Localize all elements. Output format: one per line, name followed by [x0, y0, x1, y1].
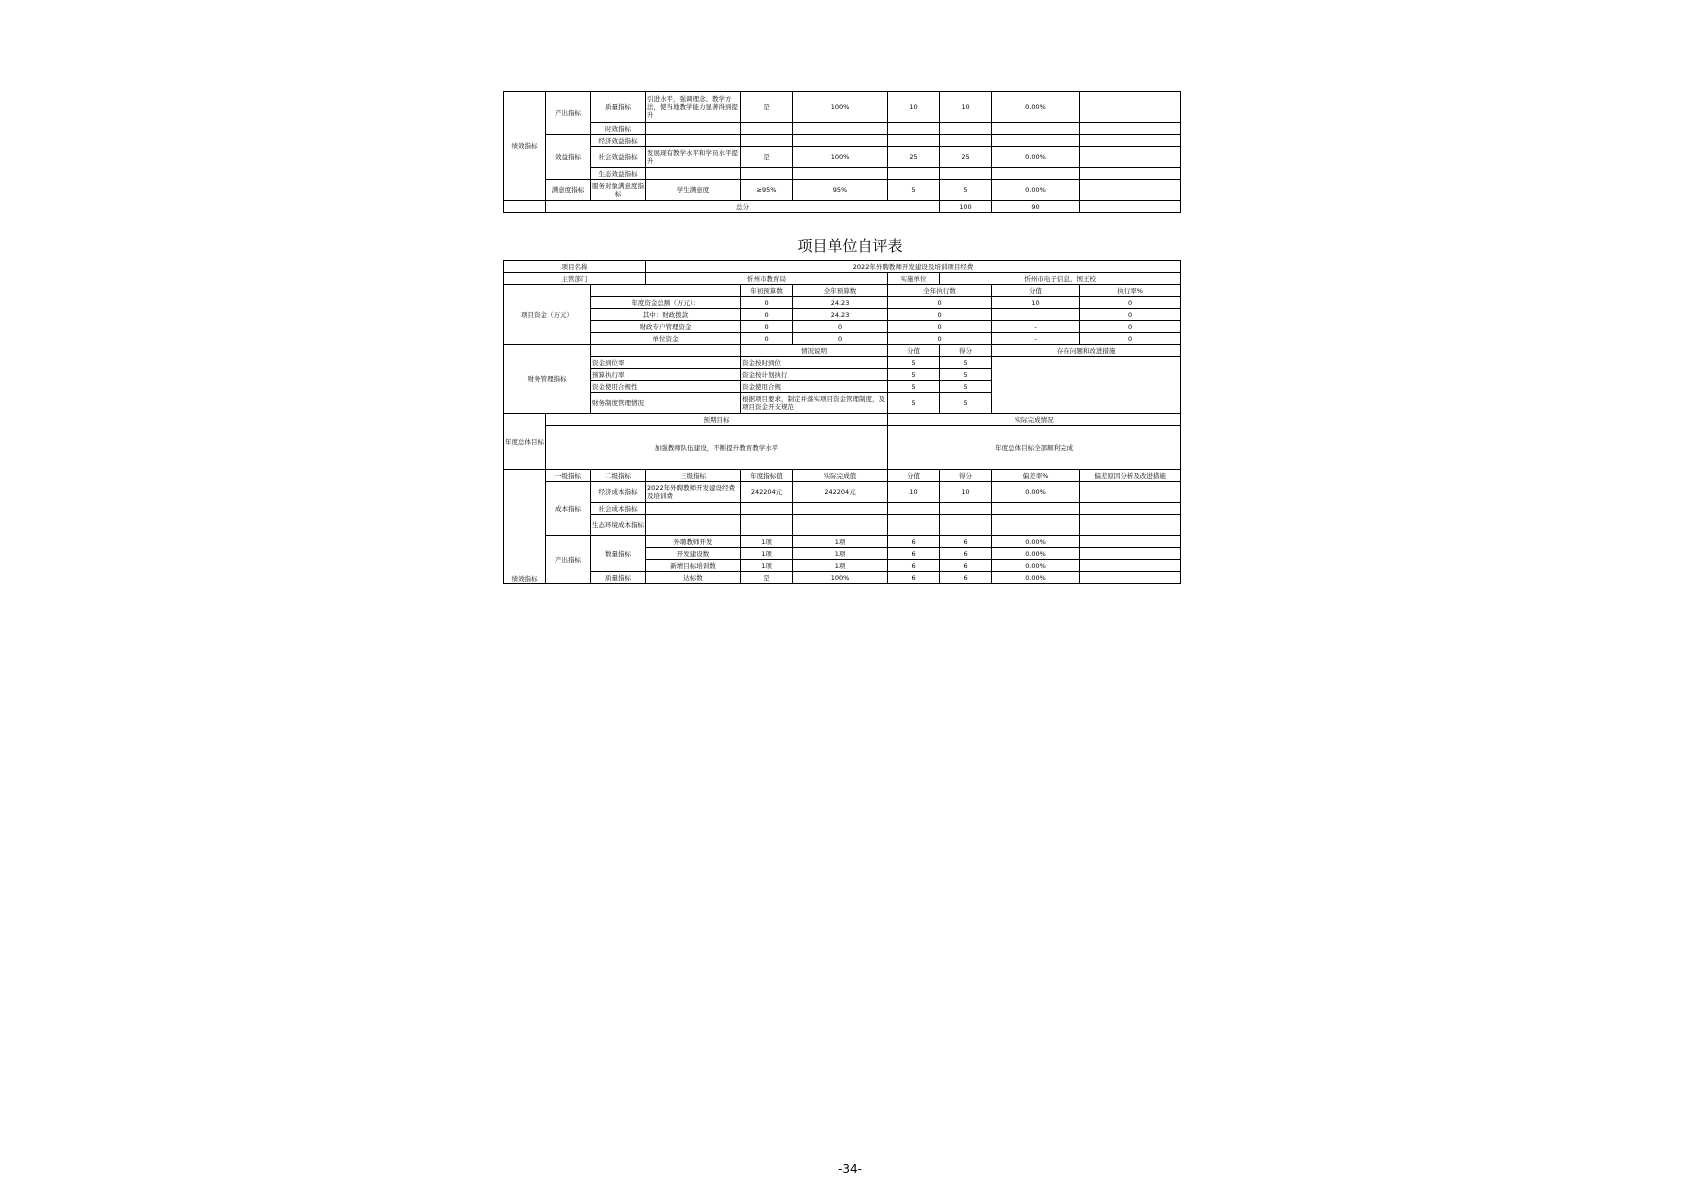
- page-number: -34-: [838, 1162, 862, 1176]
- perf-l3: 数量指标: [591, 536, 646, 572]
- finance-row-label: 资金到位率: [591, 357, 741, 369]
- perf-deviation: 0.00%: [992, 536, 1080, 548]
- table-row: [504, 321, 1181, 333]
- goal-label: 年度总体目标: [504, 414, 546, 470]
- reason-cell: [1080, 92, 1181, 123]
- funds-head: 全年预算数: [793, 285, 888, 297]
- level1-cell: 绩效指标: [504, 92, 546, 201]
- perf-target: 242204元: [741, 482, 793, 503]
- perf-actual: 242204元: [793, 482, 888, 503]
- finance-weight: 5: [888, 369, 940, 381]
- table-row: [504, 536, 1181, 548]
- perf-indicator: 达标数: [646, 572, 741, 584]
- weight-cell: 25: [888, 147, 940, 168]
- perf-target: 1项: [741, 548, 793, 560]
- perf-head: 二级指标: [591, 470, 646, 482]
- perf-weight: 6: [888, 548, 940, 560]
- dept-label: 主管部门: [504, 273, 646, 285]
- finance-head: 分值: [888, 345, 940, 357]
- perf-weight: 6: [888, 536, 940, 548]
- dept-row: [504, 273, 1181, 285]
- perf-head: 一级指标: [546, 470, 591, 482]
- perf-weight: 10: [888, 482, 940, 503]
- funds-cell: 0: [741, 333, 793, 345]
- score-cell: 5: [940, 180, 992, 201]
- perf-target: 是: [741, 572, 793, 584]
- goal-row: [504, 426, 1181, 470]
- table-row: [504, 92, 1181, 123]
- goal-actual-label: 实际完成情况: [888, 414, 1181, 426]
- finance-row-label: 预算执行率: [591, 369, 741, 381]
- funds-cell: 0: [1080, 321, 1181, 333]
- project-name-row: [504, 261, 1181, 273]
- deviation-cell: 0.00%: [992, 92, 1080, 123]
- total-label: 总分: [546, 201, 940, 213]
- perf-l2: 产出指标: [546, 536, 591, 584]
- perf-l3: 生态环境成本指标: [591, 515, 646, 536]
- perf-score: 6: [940, 572, 992, 584]
- funds-cell: 0: [793, 333, 888, 345]
- perf-score: 10: [940, 482, 992, 503]
- perf-indicator: 开发建设数: [646, 548, 741, 560]
- funds-cell: 24.23: [793, 309, 888, 321]
- perf-head: 得分: [940, 470, 992, 482]
- perf-actual: 1项: [793, 560, 888, 572]
- deviation-cell: 0.00%: [992, 147, 1080, 168]
- funds-cell: 0: [888, 321, 992, 333]
- funds-cell: 0: [1080, 309, 1181, 321]
- finance-row-label: 资金使用合规性: [591, 381, 741, 393]
- finance-weight: 5: [888, 357, 940, 369]
- table-row: [504, 309, 1181, 321]
- funds-cell: -: [992, 321, 1080, 333]
- funds-row-label: 年度资金总额（万元）：: [591, 297, 741, 309]
- funds-cell: 0: [888, 333, 992, 345]
- funds-cell: 10: [992, 297, 1080, 309]
- perf-actual: 100%: [793, 572, 888, 584]
- table-row: [504, 515, 1181, 536]
- self-evaluation-table: [503, 260, 1181, 584]
- funds-label: 项目资金（万元）: [504, 285, 591, 345]
- weight-cell: 10: [888, 92, 940, 123]
- perf-head: 实际完成值: [793, 470, 888, 482]
- finance-head: 得分: [940, 345, 992, 357]
- perf-head: 年度指标值: [741, 470, 793, 482]
- table-row: [504, 333, 1181, 345]
- finance-head-row: [504, 345, 1181, 357]
- goal-actual: 年度总体目标全部顺利完成: [888, 426, 1181, 470]
- table-row: [504, 572, 1181, 584]
- project-name-value: 2022年外聘教师开发建设及培训项目经费: [646, 261, 1181, 273]
- actual-cell: 95%: [793, 180, 888, 201]
- perf-score: 6: [940, 560, 992, 572]
- performance-table-continued: [503, 91, 1181, 213]
- level2-cell: 效益指标: [546, 135, 591, 180]
- weight-cell: 5: [888, 180, 940, 201]
- finance-desc: 资金按时到位: [741, 357, 888, 369]
- funds-cell: 24.23: [793, 297, 888, 309]
- perf-deviation: 0.00%: [992, 482, 1080, 503]
- finance-weight: 5: [888, 393, 940, 414]
- finance-head: 情况说明: [741, 345, 888, 357]
- finance-desc: 资金按计划执行: [741, 369, 888, 381]
- goal-expected: 加强教师队伍建设，不断提升教育教学水平: [546, 426, 888, 470]
- perf-head: 分值: [888, 470, 940, 482]
- funds-row-label: 单位资金: [591, 333, 741, 345]
- funds-cell: -: [992, 333, 1080, 345]
- funds-cell: 0: [741, 309, 793, 321]
- goal-expected-label: 预期目标: [546, 414, 888, 426]
- funds-cell: 0: [793, 321, 888, 333]
- level3-cell: 生态效益指标: [591, 168, 646, 180]
- perf-indicator: 2022年外聘教师开发建设经费及培训费: [646, 482, 741, 503]
- total-weight: 100: [940, 201, 992, 213]
- finance-score: 5: [940, 381, 992, 393]
- deviation-cell: 0.00%: [992, 180, 1080, 201]
- actual-cell: 100%: [793, 92, 888, 123]
- finance-weight: 5: [888, 381, 940, 393]
- funds-cell: 0: [741, 297, 793, 309]
- perf-head-row: [504, 470, 1181, 482]
- finance-score: 5: [940, 369, 992, 381]
- level3-cell: 经济效益指标: [591, 135, 646, 147]
- goal-head-row: [504, 414, 1181, 426]
- funds-head: 年初预算数: [741, 285, 793, 297]
- perf-weight: 6: [888, 572, 940, 584]
- level3-cell: 社会效益指标: [591, 147, 646, 168]
- level3-cell: 质量指标: [591, 92, 646, 123]
- perf-weight: 6: [888, 560, 940, 572]
- finance-head: 存在问题和改进措施: [992, 345, 1181, 357]
- perf-deviation: 0.00%: [992, 548, 1080, 560]
- finance-desc: 根据项目要求，制定并落实项目资金管理制度，及项目资金开支规范: [741, 393, 888, 414]
- total-score: 90: [992, 201, 1080, 213]
- perf-l3: 经济成本指标: [591, 482, 646, 503]
- actual-cell: 100%: [793, 147, 888, 168]
- perf-l2: 成本指标: [546, 482, 591, 536]
- perf-l3: 质量指标: [591, 572, 646, 584]
- funds-cell: 0: [888, 309, 992, 321]
- perf-head: 偏差原因分析及改进措施: [1080, 470, 1181, 482]
- indicator-cell: 学生满意度: [646, 180, 741, 201]
- perf-head: 偏差率%: [992, 470, 1080, 482]
- funds-row-label: 财政专户管理资金: [591, 321, 741, 333]
- perf-deviation: 0.00%: [992, 560, 1080, 572]
- target-cell: ≥95%: [741, 180, 793, 201]
- perf-score: 6: [940, 536, 992, 548]
- perf-l1: 绩效指标: [504, 470, 546, 584]
- target-cell: 是: [741, 92, 793, 123]
- funds-head-row: [504, 285, 1181, 297]
- level2-cell: 满意度指标: [546, 180, 591, 201]
- funds-head: 全年执行数: [888, 285, 992, 297]
- perf-indicator: 新增目标培训数: [646, 560, 741, 572]
- perf-score: 6: [940, 548, 992, 560]
- score-cell: 25: [940, 147, 992, 168]
- table-row: [504, 123, 1181, 135]
- funds-head: 分值: [992, 285, 1080, 297]
- perf-head: 三级指标: [646, 470, 741, 482]
- level3-cell: 服务对象满意度指标: [591, 180, 646, 201]
- funds-row-label: 其中：财政拨款: [591, 309, 741, 321]
- perf-actual: 1项: [793, 536, 888, 548]
- table-row: [504, 168, 1181, 180]
- finance-score: 5: [940, 357, 992, 369]
- funds-cell: 0: [1080, 333, 1181, 345]
- perf-target: 1项: [741, 536, 793, 548]
- score-cell: 10: [940, 92, 992, 123]
- table-row: [504, 297, 1181, 309]
- project-name-label: 项目名称: [504, 261, 646, 273]
- table-row: [504, 135, 1181, 147]
- indicator-cell: 引进水平，强调理念、教学方法，使当地教学能力显著得到提升: [646, 92, 741, 123]
- finance-label: 财务管理指标: [504, 345, 591, 414]
- finance-score: 5: [940, 393, 992, 414]
- table-row: [504, 147, 1181, 168]
- table-row: [504, 503, 1181, 515]
- impl-label: 实施单位: [888, 273, 940, 285]
- level3-cell: 时效指标: [591, 123, 646, 135]
- perf-deviation: 0.00%: [992, 572, 1080, 584]
- funds-cell: [992, 309, 1080, 321]
- finance-row-label: 财务制度管理情况: [591, 393, 741, 414]
- table-row: [504, 482, 1181, 503]
- table-row: [504, 357, 1181, 369]
- funds-cell: 0: [888, 297, 992, 309]
- indicator-cell: 发展现有教学水平和学员水平提升: [646, 147, 741, 168]
- dept-value: 忻州市教育局: [646, 273, 888, 285]
- finance-desc: 资金使用合规: [741, 381, 888, 393]
- perf-indicator: 外聘教师开发: [646, 536, 741, 548]
- total-row: [504, 201, 1181, 213]
- funds-cell: 0: [1080, 297, 1181, 309]
- perf-l3: 社会成本指标: [591, 503, 646, 515]
- funds-head: 执行率%: [1080, 285, 1181, 297]
- perf-actual: 1项: [793, 548, 888, 560]
- impl-value: 忻州市电子信息、国王校: [940, 273, 1181, 285]
- level2-cell: 产出指标: [546, 92, 591, 135]
- target-cell: 是: [741, 147, 793, 168]
- funds-cell: 0: [741, 321, 793, 333]
- table-row: [504, 180, 1181, 201]
- page-title: 项目单位自评表: [797, 237, 903, 255]
- perf-target: 1项: [741, 560, 793, 572]
